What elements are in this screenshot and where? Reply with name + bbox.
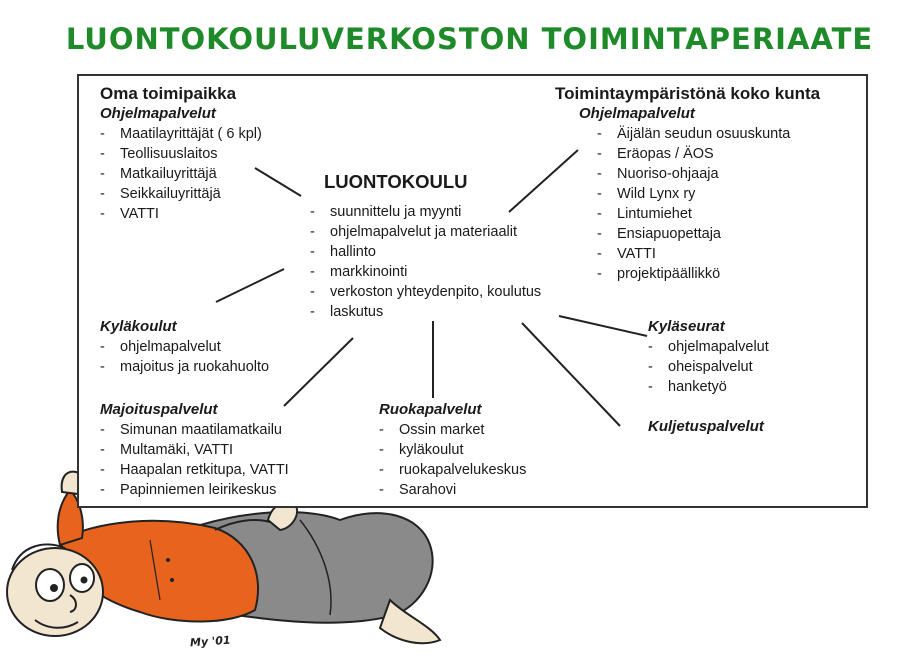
kunta-sub: Ohjelmapalvelut [579,105,695,122]
oma-toimipaikka [100,84,262,224]
list-item: - Ossin market [379,420,526,440]
majoitus-sub: Majoituspalvelut [100,401,218,418]
kylaseurat-list [648,337,769,397]
ruoka-list [379,420,526,500]
list-item: - Teollisuuslaitos [100,144,262,164]
koko-kunta [555,84,820,284]
kylaseurat-sub: Kyläseurat [648,318,725,335]
list-item: - suunnittelu ja myynti [310,202,541,222]
connector-kuljetus [522,323,620,426]
list-item: - ohjelmapalvelut [100,337,269,357]
list-item: - Eräopas / ÄOS [597,144,820,164]
list-item: - hanketyö [648,377,769,397]
majoitus-list [100,420,289,500]
list-item: - Seikkailuyrittäjä [100,184,262,204]
list-item: - ohjelmapalvelut [648,337,769,357]
connector-oma [255,168,301,196]
kylakoulut [100,317,269,377]
oma-list [100,124,262,224]
list-item: - oheispalvelut [648,357,769,377]
list-item: - ohjelmapalvelut ja materiaalit [310,222,541,242]
artist-signature: My '01 [189,633,232,650]
list-item: - Nuoriso-ohjaaja [597,164,820,184]
list-item: - Multamäki, VATTI [100,440,289,460]
ruoka-sub: Ruokapalvelut [379,401,482,418]
list-item: - Ensiapuopettaja [597,224,820,244]
page-title: LUONTOKOULUVERKOSTON TOIMINTAPERIAATE [65,22,874,56]
list-item: - VATTI [597,244,820,264]
center-heading: LUONTOKOULU [324,171,468,192]
oma-sub: Ohjelmapalvelut [100,105,216,122]
kunta-heading: Toimintaympäristönä koko kunta [555,84,821,103]
kylaseurat [648,317,769,397]
list-item: - Simunan maatilamatkailu [100,420,289,440]
list-item: - ruokapalvelukeskus [379,460,526,480]
list-item: - VATTI [100,204,262,224]
list-item: - Matkailuyrittäjä [100,164,262,184]
connector-majoitus [284,338,353,406]
list-item: - hallinto [310,242,541,262]
kylakoulut-sub: Kyläkoulut [100,318,177,335]
kuljetuspalvelut [648,417,764,437]
connector-kylaseurat [559,316,647,336]
ruokapalvelut [379,400,526,500]
list-item: - majoitus ja ruokahuolto [100,357,269,377]
kylakoulut-list [100,337,269,377]
list-item: - Papinniemen leirikeskus [100,480,289,500]
list-item: - Wild Lynx ry [597,184,820,204]
majoituspalvelut [100,400,289,500]
list-item: - verkoston yhteydenpito, koulutus [310,282,541,302]
kunta-list [555,124,820,284]
oma-heading: Oma toimipaikka [100,84,237,103]
list-item: - projektipäällikkö [597,264,820,284]
kuljetus-sub: Kuljetuspalvelut [648,418,764,435]
list-item: - Maatilayrittäjät ( 6 kpl) [100,124,262,144]
list-item: - kyläkoulut [379,440,526,460]
list-item: - laskutus [310,302,541,322]
list-item: - Sarahovi [379,480,526,500]
list-item: - Äijälän seudun osuuskunta [597,124,820,144]
list-item: - markkinointi [310,262,541,282]
list-item: - Haapalan retkitupa, VATTI [100,460,289,480]
luontokoulu [310,170,541,322]
list-item: - Lintumiehet [597,204,820,224]
connector-kylakoulut [216,269,284,302]
center-list [310,202,541,322]
